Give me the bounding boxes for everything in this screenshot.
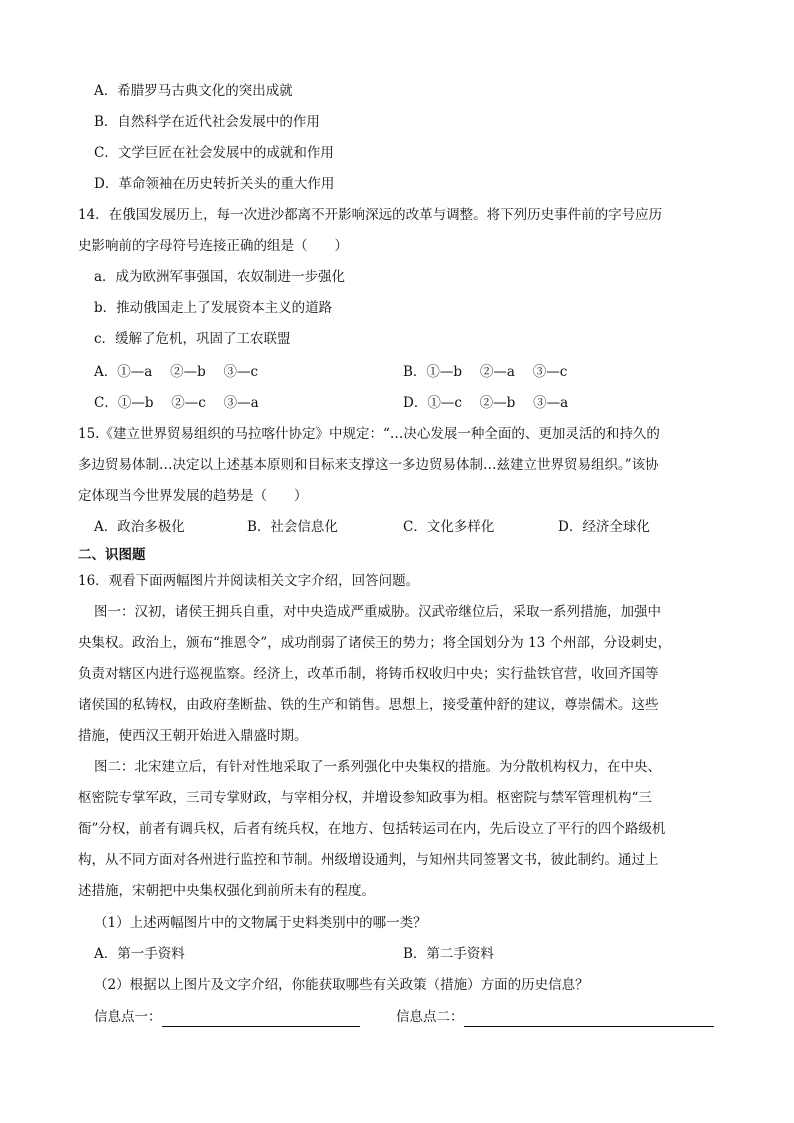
q16-sub1-option-b: B．第二手资料 — [403, 946, 494, 962]
q14-option-a: A．①—a ②—b ③—c — [94, 364, 259, 380]
q16-fig2-line3: 衙”分权，前者有调兵权，后者有统兵权，在地方、包括转运司在内，先后设立了平行的四个路级机 — [78, 821, 666, 837]
q13-option-a: A．希腊罗马古典文化的突出成就 — [94, 83, 293, 99]
q15-stem-line1: 15.《建立世界贸易组织的马拉喀什协定》中规定：“…决心发展一种全面的、更加灵活的和持久的 — [78, 426, 660, 442]
q16-fig2-line4: 构，从不同方面对各州进行监控和节制。州级增设通判，与知州共同签署文书，彼此制约。通过上 — [78, 852, 659, 868]
q14-option-d: D．①—c ②—b ③—a — [403, 395, 569, 411]
q14-option-c: C．①—b ②—c ③—a — [94, 395, 259, 411]
q13-option-d: D．革命领袖在历史转折关头的重大作用 — [94, 176, 335, 192]
q16-fig2-line1: 图二：北宋建立后，有针对性地采取了一系列强化中央集权的措施。为分散机构权力，在中央、 — [94, 759, 661, 775]
q14-item-c: c．缓解了危机，巩固了工农联盟 — [94, 331, 291, 347]
q15-option-d: D．经济全球化 — [558, 519, 650, 535]
q16-sub2: （2）根据以上图片及文字介绍，你能获取哪些有关政策（措施）方面的历史信息？ — [94, 977, 589, 993]
q16-fig2-line5: 述措施，宋朝把中央集权强化到前所未有的程度。 — [78, 883, 375, 899]
info-point-1 — [94, 1007, 360, 1027]
q14-option-b: B．①—b ②—a ③—c — [403, 364, 568, 380]
q14-item-a: a．成为欧洲军事强国，农奴制进一步强化 — [94, 269, 346, 285]
q16-fig2-line2: 枢密院专掌军政，三司专掌财政，与宰相分权，并增设参知政事为相。枢密院与禁军管理机构“三 — [78, 790, 652, 806]
q13-option-c: C．文学巨匠在社会发展中的成就和作用 — [94, 145, 334, 161]
q16-sub1-option-a: A．第一手资料 — [94, 946, 185, 962]
section-title: 二、识图题 — [78, 547, 146, 563]
q15-option-a: A．政治多极化 — [94, 519, 185, 535]
q16-stem: 16．观看下面两幅图片并阅读相关文字介绍，回答问题。 — [78, 573, 420, 589]
info-point-1-label: 信息点一： — [94, 1009, 162, 1025]
q14-stem-line2: 史影响前的字母符号连接正确的组是（ ） — [78, 238, 348, 254]
q16-sub1: （1）上述两幅图片中的文物属于史料类别中的哪一类？ — [94, 915, 427, 931]
q13-option-b: B．自然科学在近代社会发展中的作用 — [94, 114, 320, 130]
q15-option-c: C．文化多样化 — [403, 519, 495, 535]
q16-fig1-line3: 负责对辖区内进行巡视监察。经济上，改革币制，将铸币权收归中央；实行盐铁官营，收回齐国等 — [78, 666, 659, 682]
q15-option-b: B．社会信息化 — [247, 519, 338, 535]
q16-fig1-line2: 央集权。政治上，颁布“推恩令”，成功削弱了诸侯王的势力；将全国划分为 13 个州部，分设刺史， — [78, 635, 672, 651]
q16-fig1-line1: 图一：汉初，诸侯王拥兵自重，对中央造成严重威胁。汉武帝继位后，采取一系列措施，加强中 — [94, 604, 661, 620]
q15-options-row — [0, 517, 794, 537]
info-point-1-blank[interactable] — [162, 1010, 360, 1027]
q16-fig1-line5: 措施，使西汉王朝开始进入鼎盛时期。 — [78, 728, 308, 744]
q14-stem-line1: 14．在俄国发展历上，每一次进沙都离不开影响深远的改革与调整。将下列历史事件前的字号应历 — [78, 207, 663, 223]
info-point-2 — [396, 1007, 714, 1027]
q15-stem-line2: 多边贸易体制…决定以上述基本原则和目标来支撑这一多边贸易体制…兹建立世界贸易组织。”该协 — [78, 457, 659, 473]
info-point-2-blank[interactable] — [464, 1010, 714, 1027]
q14-item-b: b．推动俄国走上了发展资本主义的道路 — [94, 300, 333, 316]
q15-stem-line3: 定体现当今世界发展的趋势是（ ） — [78, 488, 308, 504]
info-point-2-label: 信息点二： — [396, 1009, 464, 1025]
q16-fig1-line4: 诸侯国的私铸权，由政府垄断盐、铁的生产和销售。思想上，接受董仲舒的建议，尊崇儒术。这些 — [78, 697, 659, 713]
